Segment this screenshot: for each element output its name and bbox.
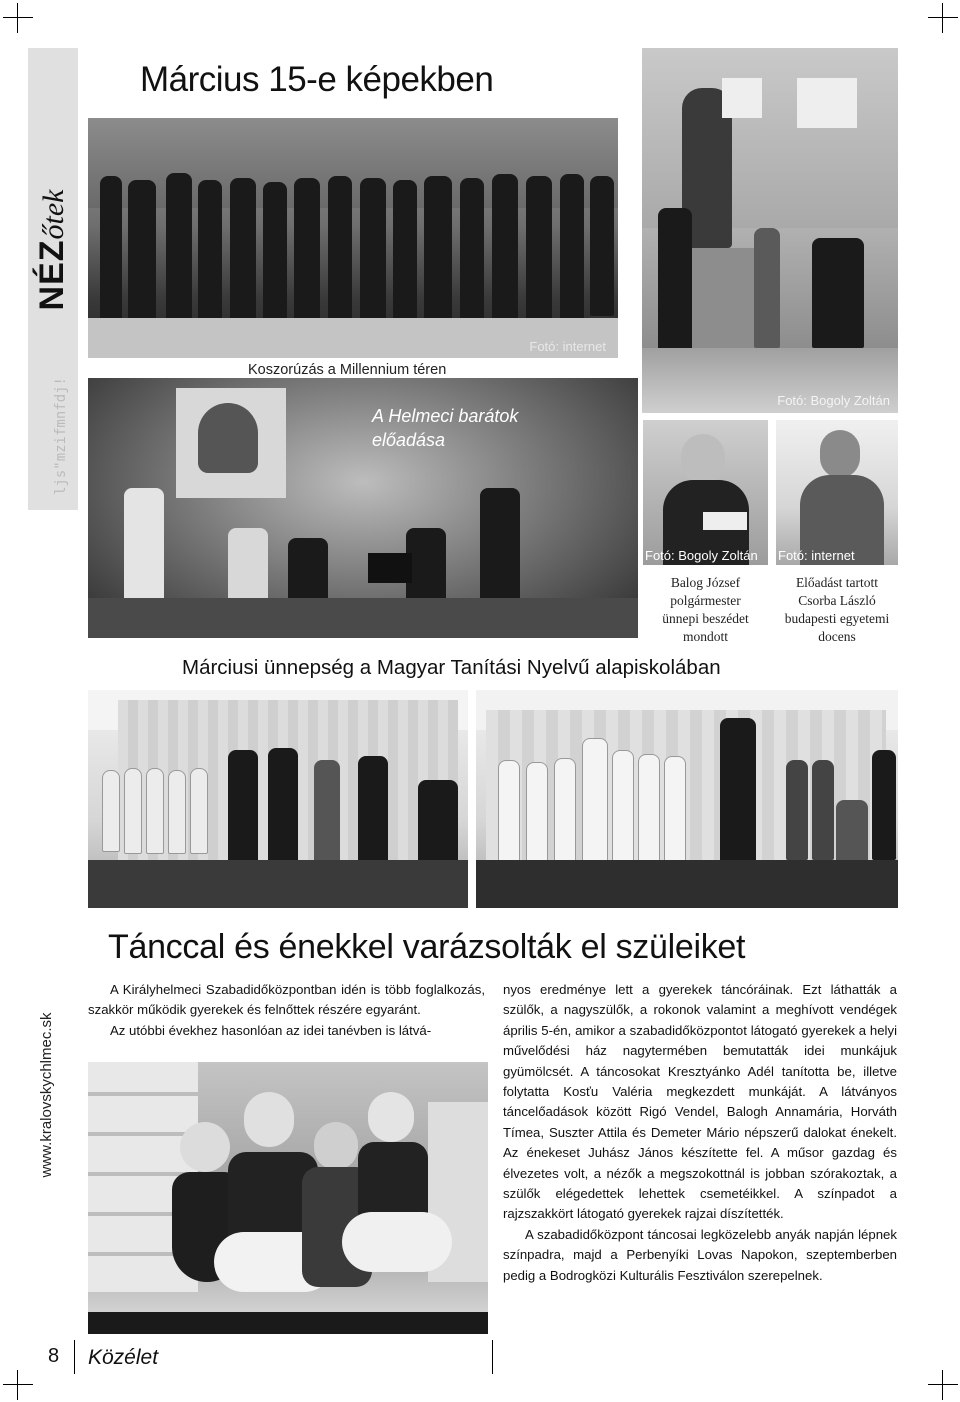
speaker1-credit: Fotó: Bogoly Zoltán [645, 548, 758, 563]
photo-dancing-children [88, 1062, 488, 1334]
photo1-credit: Fotó: internet [529, 339, 606, 354]
article-left-p1: A Királyhelmeci Szabadidőközpontban idén is több foglalkozás, szakkör működik gyerekek és felnőttek részére egyaránt. [88, 982, 485, 1018]
photo-school-ceremony-left [88, 690, 468, 908]
photo-wreath-laying [88, 118, 618, 358]
photo-statue [642, 48, 898, 413]
article-right-p1: nyos eredménye lett a gyerekek táncóráinak. Ezt láthatták a szülők, a nagyszülők, a rokonok valamint a meghívott vendégek április 5-én, amikor a szabadidőközpontot látogató gyerekek a helyi művelődési ház nagytermében bemutatták idei munkájuk gyümölcsét. A táncosokat Kresztyánko Adél tanította be, illetve folytatta Kosťu Valéria megkezdett munkáját. A látványos táncelőadások között Rigó Vendel, Balogh Annamária, Horváth Tímea, Suszter Attila és Demeter Mário népszerű dalokat énekelt. Az énekeset Juhász János készítette fel. A műsor gazdag és élvezetes volt, a nézők a megszokottnál is jobban szórakoztak, a szülők elégedettek lehettek csemetéikkel. A színpadot a rajzszakkört látogató gyerekek rajzai díszítették. [503, 982, 897, 1222]
article-right-column [503, 980, 897, 1286]
page-rule [74, 1340, 75, 1374]
stage-caption-line1: A Helmeci barátok [372, 406, 519, 426]
page-title: Március 15-e képekben [140, 60, 494, 99]
crop-mark-bottom-right [928, 1370, 958, 1400]
side-title-bold: NÉZ [33, 239, 71, 311]
section-name: Közélet [88, 1346, 159, 1369]
article-left-column [88, 980, 485, 1041]
school-heading: Márciusi ünnepség a Magyar Tanítási Nyelvű alapiskolában [182, 656, 721, 679]
stage-caption-line2: előadása [372, 430, 446, 450]
photo-school-ceremony-right [476, 690, 898, 908]
photo2-credit: Fotó: Bogoly Zoltán [777, 393, 890, 408]
crop-mark-top-left [3, 3, 33, 33]
website-url: www.kralovskychlmec.sk [38, 1012, 55, 1178]
crop-mark-bottom-left [3, 1370, 33, 1400]
page-number: 8 [48, 1345, 60, 1367]
speaker1-caption: Balog József polgármester ünnepi beszédet mondott [662, 575, 749, 644]
speaker2-credit: Fotó: internet [778, 548, 855, 563]
side-title-script: őtek [37, 189, 70, 240]
side-code: ljs"mzifmnfdj! [53, 377, 69, 496]
article-headline: Tánccal és énekkel varázsolták el szüleiket [108, 928, 746, 966]
side-title [32, 110, 72, 390]
sign-board [722, 78, 762, 118]
crop-mark-top-right [928, 3, 958, 33]
photo1-caption: Koszorúzás a Millennium téren [248, 362, 447, 378]
speaker2-caption: Előadást tartott Csorba László budapesti egyetemi docens [784, 575, 890, 644]
photo-speaker-balog [643, 420, 768, 565]
stage-caption [372, 404, 518, 452]
photo-speaker-csorba [776, 420, 898, 565]
photo-stage-performance [88, 378, 638, 638]
footer-rule [492, 1340, 493, 1374]
article-right-p2: A szabadidőközpont táncosai legközelebb anyák napján lépnek színpadra, majd a Perbenyíki Lovas Napokon, szeptemberben pedig a Bodrogközi Kulturális Fesztiválon szerepelnek. [503, 1226, 897, 1283]
article-left-p2: Az utóbbi évekhez hasonlóan az idei tanévben is látvá- [110, 1022, 432, 1038]
